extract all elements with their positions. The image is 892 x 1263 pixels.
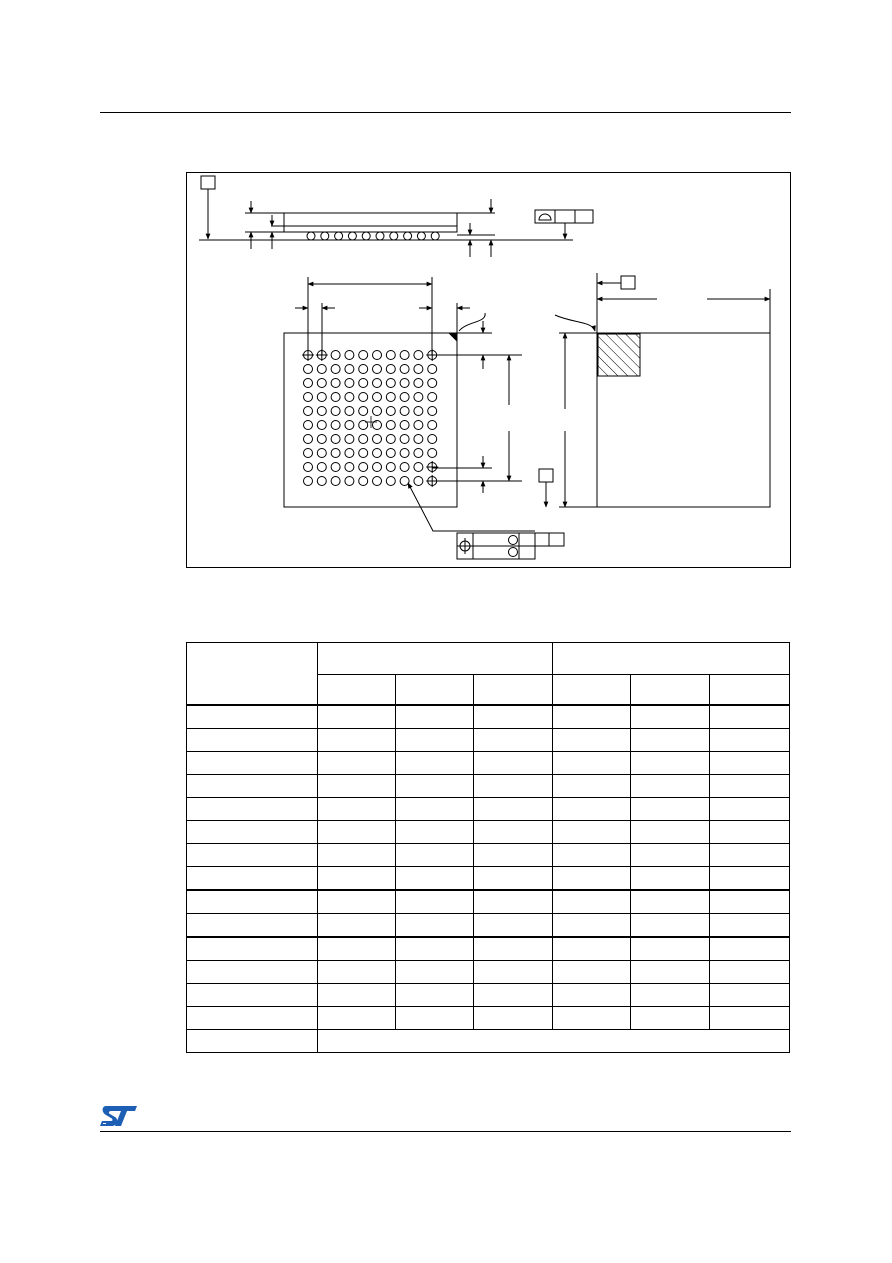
table-cell (187, 937, 318, 961)
table-cell (631, 1007, 710, 1030)
table-cell (318, 705, 396, 729)
ball (414, 407, 423, 416)
ball (345, 477, 354, 486)
table-cell (187, 890, 318, 914)
ball (400, 435, 409, 444)
ball (400, 421, 409, 430)
corner-marker-leader (555, 315, 595, 331)
ball (428, 379, 437, 388)
table-cell (631, 821, 710, 844)
table-row (187, 752, 790, 775)
datum-box-a (201, 176, 215, 189)
table-cell (553, 914, 631, 938)
ball (331, 463, 340, 472)
ball (317, 477, 326, 486)
table-cell (318, 729, 396, 752)
table-row (187, 1007, 790, 1030)
ball (331, 393, 340, 402)
ball (345, 449, 354, 458)
table-row (187, 729, 790, 752)
ball (304, 365, 313, 374)
ball (414, 463, 423, 472)
table-cell (474, 729, 553, 752)
table-cell (396, 729, 474, 752)
table-cell (474, 844, 553, 867)
ball (414, 351, 423, 360)
table-cell (710, 775, 790, 798)
side-ball (404, 232, 412, 240)
ball (386, 449, 395, 458)
ball (317, 407, 326, 416)
table-cell (710, 961, 790, 984)
ball (414, 379, 423, 388)
ball (373, 477, 382, 486)
ball (386, 435, 395, 444)
ball-center-cross (365, 416, 377, 428)
table-row (187, 890, 790, 914)
dimensions-table (186, 642, 790, 1053)
table-header-row (187, 643, 790, 675)
ball (400, 379, 409, 388)
table-cell (318, 844, 396, 867)
ball (345, 351, 354, 360)
table-cell (631, 844, 710, 867)
datum-box-c (539, 469, 553, 482)
table-cell (396, 705, 474, 729)
side-ball (376, 232, 384, 240)
table-cell (474, 798, 553, 821)
table-cell (631, 937, 710, 961)
table-cell (187, 821, 318, 844)
table-cell (474, 984, 553, 1007)
table-cell (710, 937, 790, 961)
ball (359, 407, 368, 416)
table-cell (396, 844, 474, 867)
table-cell (631, 890, 710, 914)
table-row (187, 775, 790, 798)
table-row (187, 705, 790, 729)
top-view (539, 273, 770, 507)
ball (400, 365, 409, 374)
table-subheader-cell (396, 675, 474, 706)
table-cell (318, 984, 396, 1007)
table-header-cell (553, 643, 790, 675)
ball (373, 379, 382, 388)
package-outline-drawing (186, 172, 791, 568)
ball (428, 449, 437, 458)
table-cell (318, 961, 396, 984)
ball (331, 435, 340, 444)
side-ball (417, 232, 425, 240)
table-cell (710, 867, 790, 891)
diameter-symbol-2 (509, 548, 518, 557)
table-cell (187, 914, 318, 938)
ball (317, 393, 326, 402)
side-view (199, 176, 593, 257)
table-cell (474, 821, 553, 844)
pin-a1-corner-marker (449, 333, 457, 341)
table-cell (710, 1007, 790, 1030)
ball (304, 477, 313, 486)
table-cell (318, 1007, 396, 1030)
side-ball (348, 232, 356, 240)
ball (304, 463, 313, 472)
ball (373, 463, 382, 472)
table-cell (710, 890, 790, 914)
ball (359, 393, 368, 402)
flatness-symbol (539, 214, 551, 220)
table-cell (187, 729, 318, 752)
ball (317, 365, 326, 374)
table-cell (318, 752, 396, 775)
table-cell (396, 937, 474, 961)
ball (331, 407, 340, 416)
ball (414, 435, 423, 444)
table-cell (710, 984, 790, 1007)
ball (414, 449, 423, 458)
table-row (187, 961, 790, 984)
table-row (187, 1030, 790, 1053)
table-cell (553, 775, 631, 798)
ball (359, 449, 368, 458)
hatched-corner-marker (598, 334, 640, 376)
ball (386, 379, 395, 388)
table-cell (187, 752, 318, 775)
table-cell (631, 798, 710, 821)
table-row (187, 867, 790, 891)
table-cell (474, 1007, 553, 1030)
ball (386, 393, 395, 402)
table-cell (553, 984, 631, 1007)
table-cell (553, 798, 631, 821)
table-cell (187, 1007, 318, 1030)
table-cell (631, 984, 710, 1007)
table-cell (474, 890, 553, 914)
ball (304, 393, 313, 402)
table-subheader-cell (553, 675, 631, 706)
ball (359, 379, 368, 388)
ball (373, 449, 382, 458)
table-row (187, 937, 790, 961)
table-cell (187, 705, 318, 729)
table-cell (396, 798, 474, 821)
ball (317, 449, 326, 458)
table-cell (318, 1030, 790, 1053)
footer-rule (100, 1131, 791, 1132)
ball (386, 365, 395, 374)
table-cell (710, 798, 790, 821)
substrate-side (284, 226, 457, 232)
ball (345, 407, 354, 416)
ball (331, 449, 340, 458)
ball (345, 379, 354, 388)
table-cell (396, 752, 474, 775)
ball (414, 365, 423, 374)
side-ball (362, 232, 370, 240)
ball (331, 351, 340, 360)
table-cell (631, 752, 710, 775)
table-cell (474, 775, 553, 798)
table-cell (474, 937, 553, 961)
ball (400, 477, 409, 486)
ball (373, 393, 382, 402)
ball (414, 393, 423, 402)
table-row (187, 821, 790, 844)
table-cell (710, 752, 790, 775)
ball (304, 407, 313, 416)
table-cell (396, 961, 474, 984)
ball (428, 393, 437, 402)
ball (414, 477, 423, 486)
ball (331, 365, 340, 374)
table-cell (187, 961, 318, 984)
ball (428, 365, 437, 374)
table-cell (396, 1007, 474, 1030)
side-ball (335, 232, 343, 240)
table-cell (553, 705, 631, 729)
ball (345, 393, 354, 402)
ball (386, 351, 395, 360)
ball (373, 351, 382, 360)
table-row (187, 844, 790, 867)
ball (317, 435, 326, 444)
package-body-side (284, 213, 457, 226)
ball (428, 435, 437, 444)
side-ball (431, 232, 439, 240)
ball (345, 421, 354, 430)
table-cell (187, 1030, 318, 1053)
table-cell (187, 775, 318, 798)
ball (386, 477, 395, 486)
ball (428, 407, 437, 416)
ball (331, 477, 340, 486)
table-row (187, 984, 790, 1007)
table-cell (553, 867, 631, 891)
ball (317, 379, 326, 388)
side-ball (390, 232, 398, 240)
table-cell (474, 867, 553, 891)
table-cell (553, 821, 631, 844)
ball (345, 435, 354, 444)
table-cell (553, 844, 631, 867)
table-cell (631, 914, 710, 938)
ball (359, 365, 368, 374)
table-cell (553, 890, 631, 914)
ball (373, 365, 382, 374)
table-cell (631, 867, 710, 891)
table-cell (474, 705, 553, 729)
table-cell (631, 729, 710, 752)
table-cell (474, 914, 553, 938)
ball (304, 421, 313, 430)
table-subheader-cell (631, 675, 710, 706)
table-cell (710, 821, 790, 844)
table-cell (553, 1007, 631, 1030)
table-header-cell (187, 643, 318, 706)
side-ball (307, 232, 315, 240)
ball (386, 407, 395, 416)
table-row (187, 798, 790, 821)
datum-box-b (621, 276, 635, 289)
flatness-control-frame (535, 210, 593, 223)
ball (414, 421, 423, 430)
table-cell (553, 961, 631, 984)
table-cell (710, 729, 790, 752)
st-logo-icon (100, 1105, 138, 1127)
table-cell (396, 984, 474, 1007)
ball (345, 365, 354, 374)
ball (359, 463, 368, 472)
table-cell (631, 775, 710, 798)
table-cell (396, 821, 474, 844)
ball (386, 463, 395, 472)
ball (304, 449, 313, 458)
ball (331, 379, 340, 388)
table-subheader-cell (474, 675, 553, 706)
ball (400, 449, 409, 458)
table-cell (187, 984, 318, 1007)
ball (359, 435, 368, 444)
table-subheader-cell (710, 675, 790, 706)
ball (428, 421, 437, 430)
table-cell (396, 867, 474, 891)
ball (331, 421, 340, 430)
ball-grid-array (302, 349, 438, 487)
package-drawing-svg (187, 173, 792, 569)
ball (304, 379, 313, 388)
ball (386, 421, 395, 430)
table-cell (631, 705, 710, 729)
ball (304, 435, 313, 444)
table-cell (396, 775, 474, 798)
table-cell (187, 844, 318, 867)
table-cell (474, 961, 553, 984)
table-cell (553, 752, 631, 775)
table-cell (318, 937, 396, 961)
ball (317, 463, 326, 472)
table-cell (318, 798, 396, 821)
ball (359, 477, 368, 486)
table-cell (553, 729, 631, 752)
table-cell (710, 844, 790, 867)
table-cell (710, 705, 790, 729)
table-cell (187, 798, 318, 821)
table-cell (318, 890, 396, 914)
table-header-cell (318, 643, 553, 675)
table-cell (318, 914, 396, 938)
table-cell (187, 867, 318, 891)
ball (373, 435, 382, 444)
ball (400, 393, 409, 402)
ball (400, 463, 409, 472)
position-control-frame (457, 533, 564, 559)
table-cell (553, 937, 631, 961)
side-ball-row (307, 232, 439, 240)
ball (359, 351, 368, 360)
bottom-view (284, 277, 564, 559)
header-rule (100, 112, 791, 113)
table-cell (474, 752, 553, 775)
table-cell (631, 961, 710, 984)
table-cell (396, 914, 474, 938)
ball (400, 351, 409, 360)
ball (373, 407, 382, 416)
ball (345, 463, 354, 472)
pin-a1-leader (459, 313, 485, 331)
table-cell (396, 890, 474, 914)
table-cell (318, 775, 396, 798)
side-ball (321, 232, 329, 240)
ball (400, 407, 409, 416)
table-cell (318, 821, 396, 844)
table-cell (318, 867, 396, 891)
diameter-symbol-1 (509, 536, 518, 545)
table-row (187, 914, 790, 938)
ball (317, 421, 326, 430)
table-subheader-cell (318, 675, 396, 706)
table-cell (710, 914, 790, 938)
